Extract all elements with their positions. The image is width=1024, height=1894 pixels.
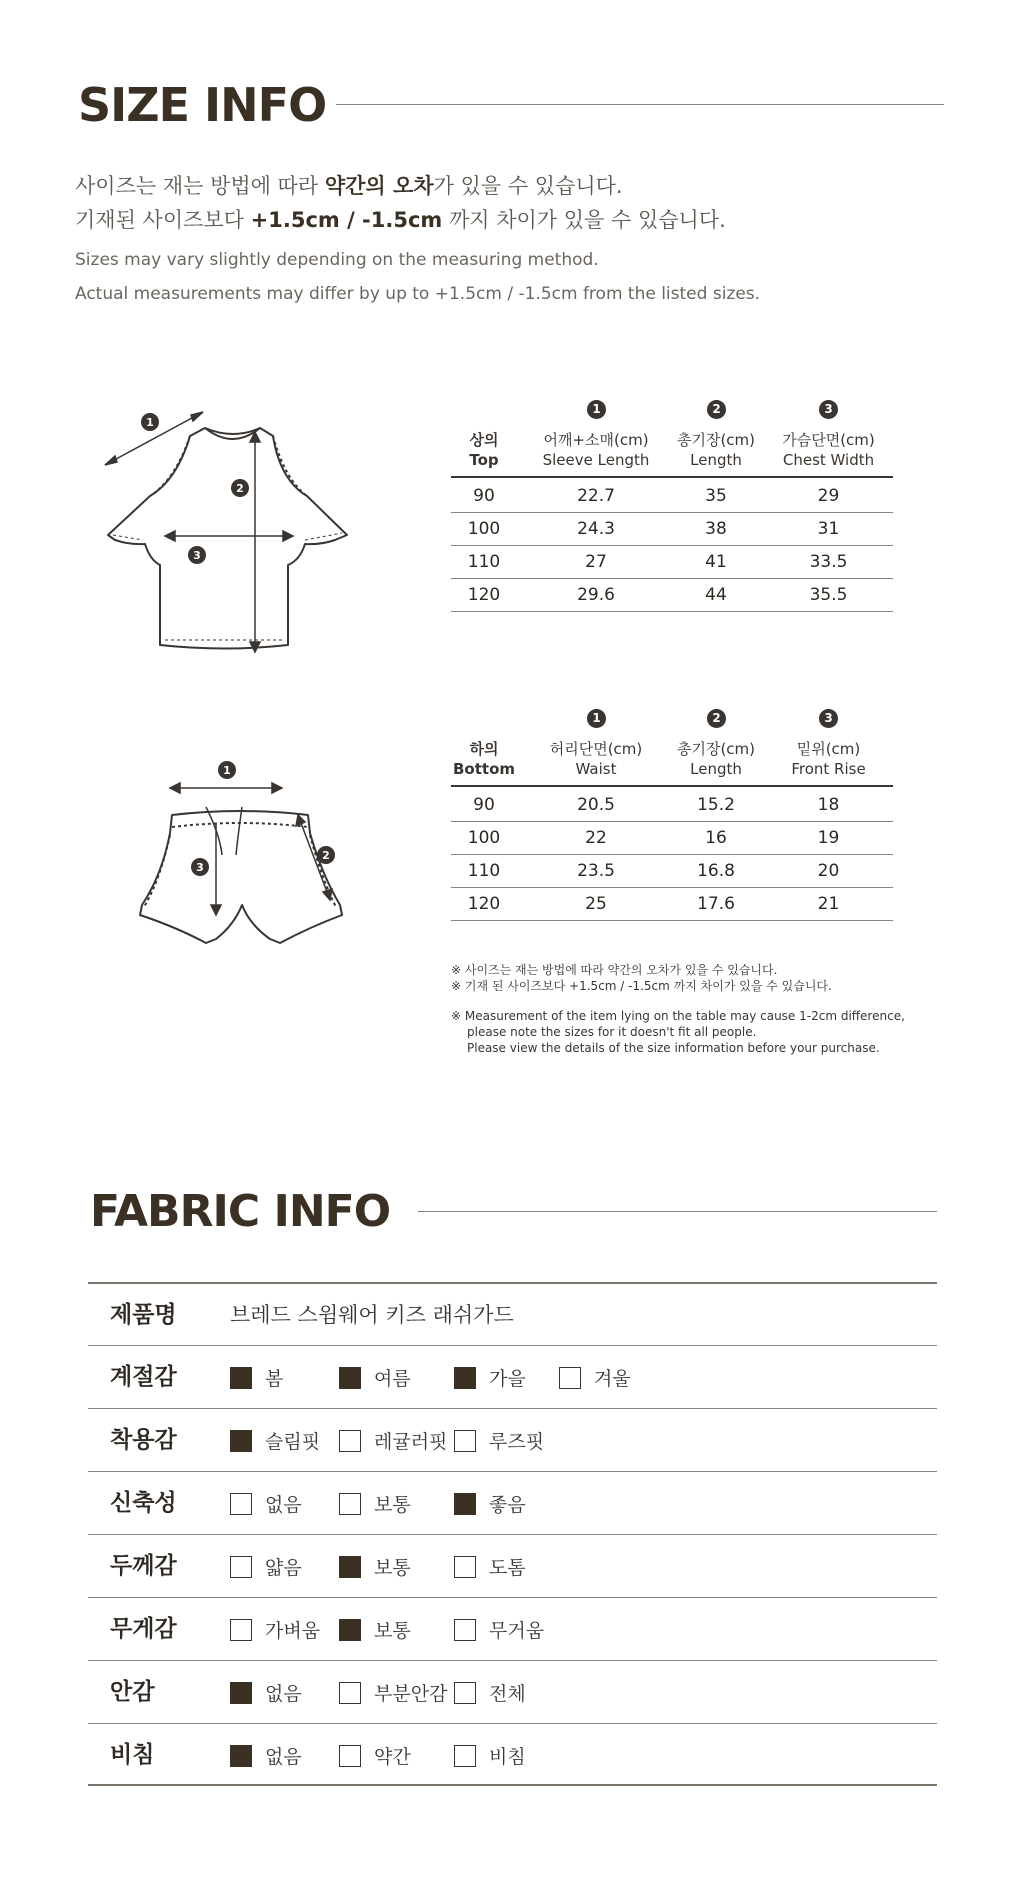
fabric-option[interactable]: [339, 1724, 411, 1787]
fabric-row-sheerness: [88, 1723, 937, 1786]
option-label: 가벼움: [265, 1620, 321, 1642]
checkbox[interactable]: [230, 1367, 252, 1389]
size-intro-ko-line2: [75, 204, 726, 234]
checkbox[interactable]: [339, 1556, 361, 1578]
header-cell: [531, 739, 661, 779]
table-cell: 29: [817, 486, 840, 506]
header-cell: [661, 739, 771, 779]
table-cell: 21: [817, 894, 840, 914]
checkbox[interactable]: [559, 1367, 581, 1389]
option-label: 좋음: [489, 1494, 526, 1516]
fabric-option[interactable]: [454, 1535, 526, 1598]
checkbox[interactable]: [339, 1367, 361, 1389]
note-en-2: please note the sizes for it doesn't fit all people.: [467, 1025, 757, 1039]
table-cell: 100: [467, 519, 501, 539]
fabric-row-label: 제품명: [110, 1302, 177, 1328]
note-en-1: ※ Measurement of the item lying on the table may cause 1-2cm difference,: [451, 1009, 905, 1023]
header-ko: 상의: [469, 431, 499, 449]
size-notes: [451, 962, 905, 1056]
option-label: 얇음: [265, 1557, 302, 1579]
checkbox[interactable]: [230, 1745, 252, 1767]
measure-number-3: 3: [819, 400, 838, 419]
header-en: Bottom: [452, 760, 515, 778]
table-cell: 35: [705, 486, 727, 506]
note-ko-2: ※ 기재 된 사이즈보다 +1.5cm / -1.5cm 까지 차이가 있을 수 있습니다.: [451, 979, 832, 993]
checkbox[interactable]: [454, 1619, 476, 1641]
fabric-info-rule: [418, 1211, 937, 1212]
fabric-info-title: FABRIC INFO: [90, 1186, 391, 1237]
table-cell: 23.5: [577, 861, 615, 881]
table-header: [451, 426, 893, 478]
header-en: Chest Width: [782, 451, 875, 469]
header-en: Length: [690, 760, 742, 778]
measure-number-1: 1: [587, 400, 606, 419]
fabric-row-product: [88, 1282, 937, 1345]
table-cell: 100: [467, 828, 501, 848]
header-cell: [771, 430, 886, 470]
table-header: [451, 735, 893, 787]
measure-number-1: 1: [587, 709, 606, 728]
fabric-row-season: [88, 1345, 937, 1408]
size-intro-ko-line1: [75, 170, 623, 200]
bottom-garment-diagram: [130, 755, 350, 955]
table-cell: 90: [473, 795, 495, 815]
table-cell: 24.3: [577, 519, 615, 539]
fabric-option[interactable]: [454, 1724, 526, 1787]
table-cell: 15.2: [697, 795, 735, 815]
fabric-row-label: 신축성: [110, 1490, 177, 1516]
checkbox[interactable]: [230, 1682, 252, 1704]
fabric-table: [88, 1282, 937, 1786]
top-diagram-label-1: 1: [146, 416, 154, 429]
checkbox[interactable]: [454, 1367, 476, 1389]
table-row: [451, 855, 893, 888]
fabric-option[interactable]: [454, 1346, 526, 1409]
measure-number-3: 3: [819, 709, 838, 728]
header-ko: 하의: [469, 740, 499, 758]
table-body: [451, 480, 893, 612]
table-cell: 20.5: [577, 795, 615, 815]
header-ko: 밑위(cm): [796, 740, 861, 758]
header-cell: [531, 430, 661, 470]
fabric-row-stretch: [88, 1471, 937, 1534]
table-cell: 22: [585, 828, 607, 848]
fabric-option[interactable]: [230, 1724, 302, 1787]
option-label: 보통: [374, 1494, 411, 1516]
intro-text: 기재된 사이즈보다: [75, 208, 251, 232]
option-label: 약간: [374, 1746, 411, 1768]
fabric-row-thickness: [88, 1534, 937, 1597]
measure-number-row: [451, 709, 893, 733]
option-label: 보통: [374, 1620, 411, 1642]
option-label: 루즈핏: [489, 1431, 545, 1453]
top-diagram-label-2: 2: [236, 482, 244, 495]
checkbox[interactable]: [339, 1619, 361, 1641]
intro-text: 가 있을 수 있습니다.: [433, 174, 623, 198]
checkbox[interactable]: [339, 1745, 361, 1767]
option-label: 여름: [374, 1368, 411, 1390]
top-garment-diagram: [95, 400, 355, 660]
table-cell: 35.5: [809, 585, 848, 605]
product-name: 브레드 스윔웨어 키즈 래쉬가드: [230, 1303, 514, 1327]
option-label: 슬림핏: [265, 1431, 321, 1453]
header-en: Top: [469, 451, 499, 469]
intro-emphasis: 약간의 오차: [324, 174, 434, 198]
option-label: 비침: [489, 1746, 526, 1768]
header-ko: 어깨+소매(cm): [543, 431, 649, 449]
table-cell: 20: [817, 861, 840, 881]
bottom-diagram-label-3: 3: [196, 861, 204, 874]
option-label: 보통: [374, 1557, 411, 1579]
option-label: 부분안감: [374, 1683, 448, 1705]
checkbox[interactable]: [230, 1619, 252, 1641]
top-diagram-label-3: 3: [193, 549, 201, 562]
table-cell: 16: [705, 828, 727, 848]
checkbox[interactable]: [339, 1430, 361, 1452]
checkbox[interactable]: [454, 1493, 476, 1515]
table-cell: 19: [817, 828, 840, 848]
header-cell: [661, 430, 771, 470]
header-ko: 총기장(cm): [676, 431, 756, 449]
header-ko: 허리단면(cm): [549, 740, 643, 758]
table-cell: 29.6: [577, 585, 615, 605]
measure-number-2: 2: [707, 400, 726, 419]
table-cell: 110: [467, 861, 501, 881]
intro-emphasis: +1.5cm / -1.5cm: [250, 208, 443, 232]
header-en: Sleeve Length: [542, 451, 650, 469]
fabric-row-label: 무게감: [110, 1616, 177, 1642]
option-label: 없음: [265, 1746, 302, 1768]
checkbox[interactable]: [230, 1493, 252, 1515]
header-en: Length: [690, 451, 742, 469]
checkbox[interactable]: [230, 1430, 252, 1452]
fabric-option[interactable]: [339, 1409, 447, 1472]
fabric-row-weight: [88, 1597, 937, 1660]
fabric-row-label: 계절감: [110, 1364, 177, 1390]
bottom-diagram-label-1: 1: [223, 764, 231, 777]
size-intro-en-line1: Sizes may vary slightly depending on the measuring method.: [75, 250, 599, 270]
header-cell: [771, 739, 886, 779]
table-cell: 22.7: [577, 486, 615, 506]
fabric-row-label: 비침: [110, 1742, 155, 1768]
fabric-option[interactable]: [339, 1535, 411, 1598]
table-cell: 41: [705, 552, 727, 572]
fabric-option[interactable]: [230, 1598, 320, 1661]
table-cell: 44: [705, 585, 727, 605]
header-en: Waist: [575, 760, 617, 778]
table-body: [451, 789, 893, 921]
option-label: 겨울: [594, 1368, 631, 1390]
option-label: 무거움: [489, 1620, 545, 1642]
fabric-row-lining: [88, 1660, 937, 1723]
checkbox[interactable]: [454, 1556, 476, 1578]
fabric-option[interactable]: [230, 1661, 302, 1724]
table-row: [451, 888, 893, 921]
option-label: 레귤러핏: [374, 1431, 448, 1453]
fabric-row-label: 두께감: [110, 1553, 177, 1579]
fabric-option[interactable]: [454, 1661, 526, 1724]
fabric-option[interactable]: [339, 1472, 411, 1535]
table-cell: 17.6: [697, 894, 735, 914]
table-row: [451, 480, 893, 513]
table-cell: 38: [705, 519, 727, 539]
table-cell: 90: [473, 486, 495, 506]
header-cell: [451, 430, 517, 470]
measure-number-row: [451, 400, 893, 424]
fabric-option[interactable]: [230, 1409, 320, 1472]
checkbox[interactable]: [339, 1493, 361, 1515]
fabric-row-label: 안감: [110, 1679, 155, 1705]
fabric-option[interactable]: [339, 1346, 411, 1409]
note-ko-1: ※ 사이즈는 재는 방법에 따라 약간의 오차가 있을 수 있습니다.: [451, 963, 778, 977]
table-cell: 120: [467, 585, 501, 605]
table-cell: 33.5: [809, 552, 848, 572]
table-cell: 110: [467, 552, 501, 572]
checkbox[interactable]: [230, 1556, 252, 1578]
fabric-row-fit: [88, 1408, 937, 1471]
fabric-option[interactable]: [559, 1346, 631, 1409]
size-info-rule: [336, 104, 944, 105]
header-ko: 가슴단면(cm): [782, 431, 875, 449]
intro-text: 사이즈는 재는 방법에 따라: [75, 174, 325, 198]
table-cell: 31: [817, 519, 840, 539]
table-cell: 16.8: [697, 861, 735, 881]
bottom-diagram-label-2: 2: [322, 849, 330, 862]
fabric-option[interactable]: [230, 1472, 302, 1535]
checkbox[interactable]: [454, 1682, 476, 1704]
header-en: Front Rise: [791, 760, 866, 778]
measure-number-2: 2: [707, 709, 726, 728]
option-label: 가을: [489, 1368, 526, 1390]
option-label: 도톰: [489, 1557, 526, 1579]
table-row: [451, 513, 893, 546]
checkbox[interactable]: [339, 1682, 361, 1704]
table-row: [451, 579, 893, 612]
size-intro-en-line2: Actual measurements may differ by up to +1.5cm / -1.5cm from the listed sizes.: [75, 284, 761, 304]
header-cell: [451, 739, 517, 779]
checkbox[interactable]: [454, 1430, 476, 1452]
fabric-option[interactable]: [230, 1535, 302, 1598]
fabric-option[interactable]: [339, 1661, 447, 1724]
option-label: 전체: [489, 1683, 526, 1705]
fabric-option[interactable]: [454, 1472, 526, 1535]
fabric-row-label: 착용감: [110, 1427, 177, 1453]
header-ko: 총기장(cm): [676, 740, 756, 758]
option-label: 봄: [265, 1368, 284, 1390]
fabric-option[interactable]: [230, 1346, 283, 1409]
table-row: [451, 789, 893, 822]
fabric-option[interactable]: [454, 1409, 544, 1472]
intro-text: 까지 차이가 있을 수 있습니다.: [442, 208, 726, 232]
checkbox[interactable]: [454, 1745, 476, 1767]
table-cell: 18: [817, 795, 840, 815]
table-row: [451, 546, 893, 579]
size-info-title: SIZE INFO: [78, 78, 327, 132]
table-cell: 27: [585, 552, 607, 572]
table-row: [451, 822, 893, 855]
fabric-option[interactable]: [339, 1598, 411, 1661]
fabric-option[interactable]: [454, 1598, 544, 1661]
option-label: 없음: [265, 1683, 302, 1705]
table-cell: 120: [467, 894, 501, 914]
option-label: 없음: [265, 1494, 302, 1516]
note-en-3: Please view the details of the size information before your purchase.: [467, 1041, 880, 1055]
table-cell: 25: [585, 894, 607, 914]
